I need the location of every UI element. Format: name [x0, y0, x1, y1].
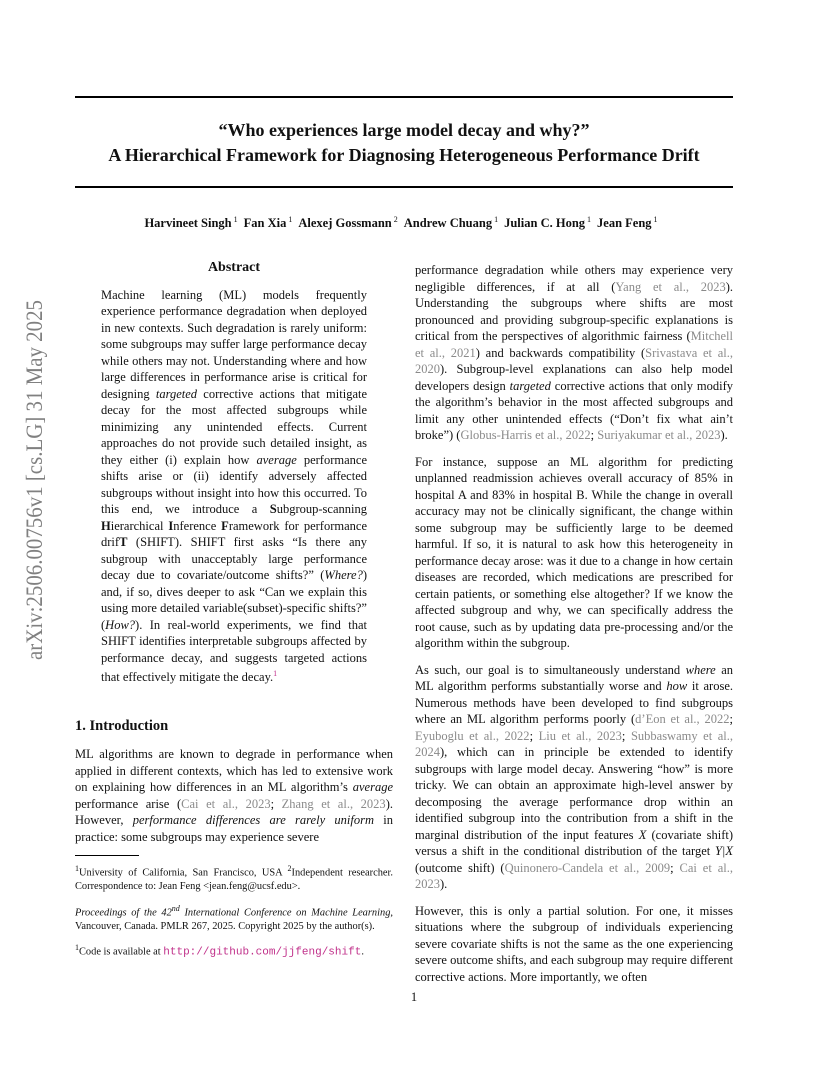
body-paragraph: However, this is only a partial solution. For one, it misses situations where the subgroup of individuals experiencing severe covariate shifts is not the same as the one experiencing severe outcome shifts, and each subgroup may require different corrective actions. More importantly, we often	[415, 903, 733, 984]
acronym-text: nference	[173, 518, 222, 533]
body-text: ;	[729, 712, 733, 726]
acronym-letter: S	[269, 502, 277, 516]
title-line-2: A Hierarchical Framework for Diagnosing Heterogeneous Performance Drift	[108, 145, 700, 165]
intro-text: ). However,	[75, 796, 393, 828]
author-name: Fan Xia	[243, 216, 287, 231]
body-text: (outcome shift) (	[415, 860, 505, 875]
math-symbol: Y|X	[714, 844, 733, 858]
right-column	[415, 262, 733, 995]
body-text: ), which can in principle be extended to identify subgroups with large model decay. Answering “how” is more tricky. We can obtain an approximate high-level answer by decomposing the average performance drop within an identified subgroup into the contribution from a shift in the marginal distribution of the input features	[415, 745, 733, 842]
citation-link[interactable]: Srivastava et al., 2020	[415, 345, 733, 376]
body-text: ;	[621, 728, 631, 743]
author-name: Julian C. Hong	[504, 216, 586, 231]
abstract-text: ) and, if so, dives deeper to ask “Can we explain this using more detailed variable(subset)-specific shifts?” (	[101, 568, 367, 632]
footnote-text: Code is available at	[79, 946, 164, 958]
intro-heading: 1. Introduction	[75, 717, 169, 734]
citation-link[interactable]: Cai et al., 2023	[415, 860, 733, 891]
abstract-text: ). In real-world experiments, we find that SHIFT identifies interpretable subgroups affected by performance decay, and suggests targeted actions that effectively mitigate the decay.	[101, 617, 367, 685]
author-affiliation: 2	[393, 215, 398, 224]
title-bottom-rule	[75, 186, 733, 188]
arxiv-id: arXiv:2506.00756v1 [cs.LG] 31 May 2025	[22, 300, 47, 660]
author-name: Harvineet Singh	[144, 216, 232, 231]
intro-text: ML algorithms are known to degrade in performance when applied in different contexts, which has led to extensive work on explaining how differences in an ML algorithm’s	[75, 747, 393, 795]
body-paragraph	[415, 262, 733, 444]
intro-emphasis: performance differences are rarely uniform	[132, 813, 374, 828]
abstract-emphasis: targeted	[155, 386, 198, 401]
author-affiliation: 1	[653, 215, 658, 224]
abstract-text: Machine learning (ML) models frequently experience performance degradation when deployed in new contexts. Such degradation is rarely uniform: some subgroups may suffer large performance decay while others may not. Understanding where and how large differences in performance arise is critical for designing	[101, 287, 367, 401]
acronym-text: ramework for performance drif	[101, 518, 368, 549]
body-text: performance degradation while others may experience very negligible differences, if at all (	[415, 263, 733, 294]
top-rule	[75, 96, 733, 98]
citation-link[interactable]: Subbaswamy et al., 2024	[415, 728, 733, 759]
citation-link[interactable]: Mitchell et al., 2021	[415, 329, 733, 360]
body-text: ;	[529, 728, 539, 743]
author-affiliation: 1	[233, 215, 238, 224]
citation-link[interactable]: Liu et al., 2023	[538, 728, 622, 743]
abstract-body	[101, 287, 367, 686]
intro-paragraph	[75, 746, 393, 845]
footnote-text: , Vancouver, Canada. PMLR 267, 2025. Copyright 2025 by the author(s).	[75, 907, 393, 932]
acronym-letter: F	[221, 518, 229, 533]
body-paragraph: For instance, suppose an ML algorithm for predicting unplanned readmission achieves overall accuracy of 85% in hospital A and 83% in hospital B. While the change in overall accuracy may not be clinically significant, the change within some subgroup may be sufficiently large to be deemed harmful. If so, it is natural to ask how this heterogeneity in performance decay arose: was it due to a change in how certain diseases are recorded, which medications are prescribed for certain patients, or something else altogether? If we know the affected subgroup and why, we can specifically address the root cause, such as by updating data pre-processing and/or the algorithm within the subgroup.	[415, 454, 733, 650]
body-text: ). Subgroup-level explanations can also help model developers design	[415, 362, 733, 393]
body-text: ).	[720, 428, 728, 442]
page-number: 1	[410, 990, 418, 1004]
abstract-text: (SHIFT). SHIFT first asks “Is there any subgroup with unacceptably large performance decay due to covariate/outcome shifts?” (	[101, 535, 367, 582]
author-affiliation: 1	[288, 215, 293, 224]
intro-text: performance arise (	[75, 796, 182, 811]
citation-link[interactable]: d’Eon et al., 2022	[635, 712, 730, 726]
author-name: Jean Feng	[597, 216, 652, 231]
acronym-text: ubgroup-scanning	[276, 502, 367, 516]
body-text: corrective actions that only modify the algorithm’s behavior in the most affected subgroups and limit any other unintended effects (“Don’t fix what ain’t broke”) (	[415, 378, 733, 442]
author-name: Alexej Gossmann	[298, 216, 392, 231]
citation-link[interactable]: Cai et al., 2023	[181, 796, 271, 811]
footnote-text: International Conference on Machine Learning	[179, 907, 391, 919]
citation-link[interactable]: Yang et al., 2023	[615, 279, 726, 294]
math-symbol: X	[638, 827, 647, 842]
citation-link[interactable]: Zhang et al., 2023	[281, 796, 386, 811]
abstract-text: corrective actions that mitigate decay for the most affected subgroups while minimizing any unintended effects. Current approaches do not provide such detailed insight, as they either (i) explain how	[101, 386, 368, 467]
author-affiliation: 1	[587, 215, 592, 224]
citation-link[interactable]: Eyuboglu et al., 2022	[415, 728, 530, 743]
abstract-emphasis: average	[256, 452, 297, 467]
abstract-text: performance shifts arise or (ii) identify adversely affected subgroups without insight into how this occurred. To this end, we introduce a	[101, 452, 367, 516]
body-text: an ML algorithm performs substantially worse and	[415, 662, 733, 693]
acronym-letter: H	[101, 518, 111, 533]
author-affiliation: 1	[494, 215, 499, 224]
citation-link[interactable]: Globus-Harris et al., 2022	[460, 428, 591, 442]
body-text: As such, our goal is to simultaneously understand	[415, 662, 686, 677]
body-text: ) and backwards compatibility (	[475, 345, 646, 360]
abstract-emphasis: How?	[105, 617, 136, 632]
code-link[interactable]: http://github.com/jjfeng/shift	[163, 946, 362, 959]
footnote-text: Proceedings of the	[75, 907, 162, 919]
body-text: ;	[590, 428, 598, 442]
footnote-text: nd	[171, 903, 180, 913]
footnote-text: 42	[161, 907, 172, 919]
arxiv-stamp	[14, 300, 50, 660]
title-line-1: “Who experiences large model decay and why?”	[218, 120, 590, 140]
abstract-heading: Abstract	[207, 260, 261, 275]
body-emphasis: targeted	[509, 378, 551, 393]
footnote-rule	[75, 855, 139, 856]
footnote-text: University of California, San Francisco, USA	[79, 867, 288, 879]
body-text: ;	[670, 860, 680, 875]
citation-link[interactable]: Suriyakumar et al., 2023	[597, 428, 721, 442]
citation-link[interactable]: Quinonero-Candela et al., 2009	[504, 860, 671, 875]
affiliation-footnote: $^1$University of California, San Francisco, USA $^2$Independent researcher. Correspondence to: Jean Feng <jean.feng@ucsf.edu>.	[75, 864, 394, 893]
abstract-emphasis: Where?	[324, 568, 363, 582]
body-text: ). Understanding the subgroups where shifts are most pronounced and providing subgroup-specific explanations is critical from the perspectives of algorithmic fairness (	[415, 279, 734, 343]
proceedings-footnote	[75, 902, 393, 933]
footnote-text: .	[361, 946, 364, 958]
paper-title	[75, 118, 733, 168]
acronym-letter: T	[119, 535, 128, 549]
acronym-text: ierarchical	[110, 518, 169, 533]
body-emphasis: how	[666, 679, 688, 693]
footnote-text: Independent researcher. Correspondence to: Jean Feng <jean.feng@ucsf.edu>.	[75, 867, 394, 893]
author-list	[75, 215, 733, 231]
body-emphasis: where	[685, 662, 716, 677]
footnote-marker[interactable]: 1	[273, 669, 278, 678]
body-text: it arose. Numerous methods have been developed to find subgroups where an ML algorithm performs poorly (	[415, 679, 733, 726]
author-name: Andrew Chuang	[403, 216, 493, 231]
left-column	[75, 260, 393, 968]
body-text: ).	[440, 877, 448, 891]
acronym-letter: I	[168, 518, 174, 533]
intro-emphasis: average	[352, 780, 393, 795]
body-text: (covariate shift) versus a shift in the conditional distribution of the target	[415, 827, 733, 858]
intro-text: ;	[270, 796, 282, 811]
code-footnote: $^1$Code is available at http://github.com/jjfeng/shift.	[75, 943, 364, 959]
intro-text: in practice: some subgroups may experience severe	[75, 813, 394, 844]
body-paragraph	[415, 662, 733, 893]
